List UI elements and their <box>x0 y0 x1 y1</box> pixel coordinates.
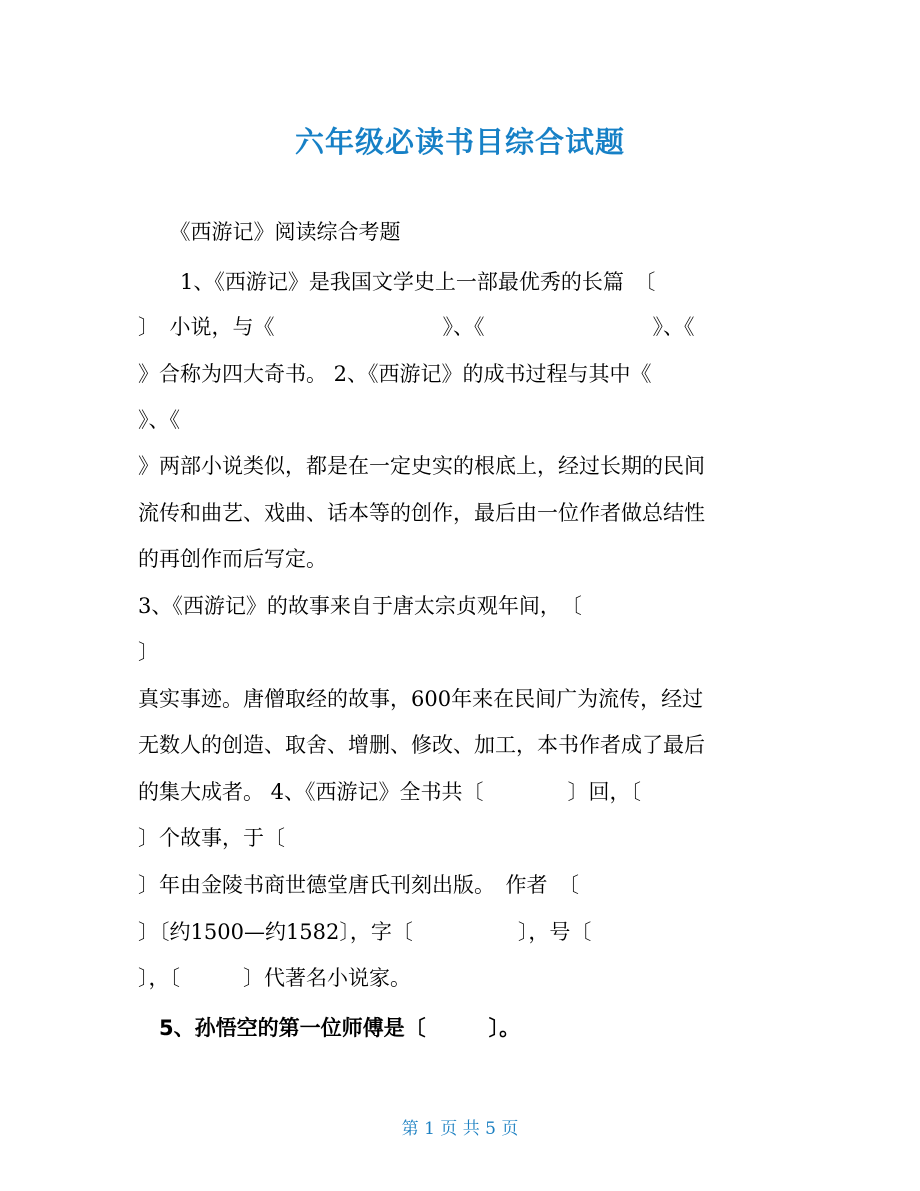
text-line: 》、《 <box>138 408 180 432</box>
text-line: 3、《西游记》的故事来自于唐太宗贞观年间， 〔 <box>138 594 582 618</box>
text-line: 》两部小说类似，都是在一定史实的根底上，经过长期的民间 <box>138 454 705 478</box>
page-footer: 第 1 页 共 5 页 <box>401 1119 519 1139</box>
text-line: 的集大成者。 4、《西游记》全书共〔 〕回，〔 <box>138 780 642 804</box>
text-line: 流传和曲艺、戏曲、话本等的创作，最后由一位作者做总结性 <box>138 501 705 525</box>
text-line: 〕 小说，与《 》、《 》、《 <box>138 315 695 339</box>
text-line: 〕，〔 〕代著名小说家。 <box>138 966 411 990</box>
text-line: 》合称为四大奇书。 2、《西游记》的成书过程与其中《 <box>138 362 652 386</box>
text-line-bold: 5、孙悟空的第一位师傅是〔 〕。 <box>138 1016 521 1040</box>
page-title: 六年级必读书目综合试题 <box>294 125 625 159</box>
text-line: 无数人的创造、取舍、增删、修改、加工，本书作者成了最后 <box>138 733 705 757</box>
text-line: 《西游记》阅读综合考题 <box>138 220 401 244</box>
text-line: 的再创作而后写定。 <box>138 547 327 571</box>
text-line: 真实事迹。唐僧取经的故事，600年来在民间广为流传，经过 <box>138 687 704 711</box>
text-line: 1、《西游记》是我国文学史上一部最优秀的长篇 〔 <box>138 270 656 294</box>
text-line: 〕〔约1500—约1582〕，字〔 〕，号〔 <box>138 920 592 944</box>
text-line: 〕个故事，于〔 <box>138 826 285 850</box>
text-line: 〕年由金陵书商世德堂唐氏刊刻出版。 作者 〔 <box>138 873 579 897</box>
text-line: 〕 <box>138 640 159 664</box>
